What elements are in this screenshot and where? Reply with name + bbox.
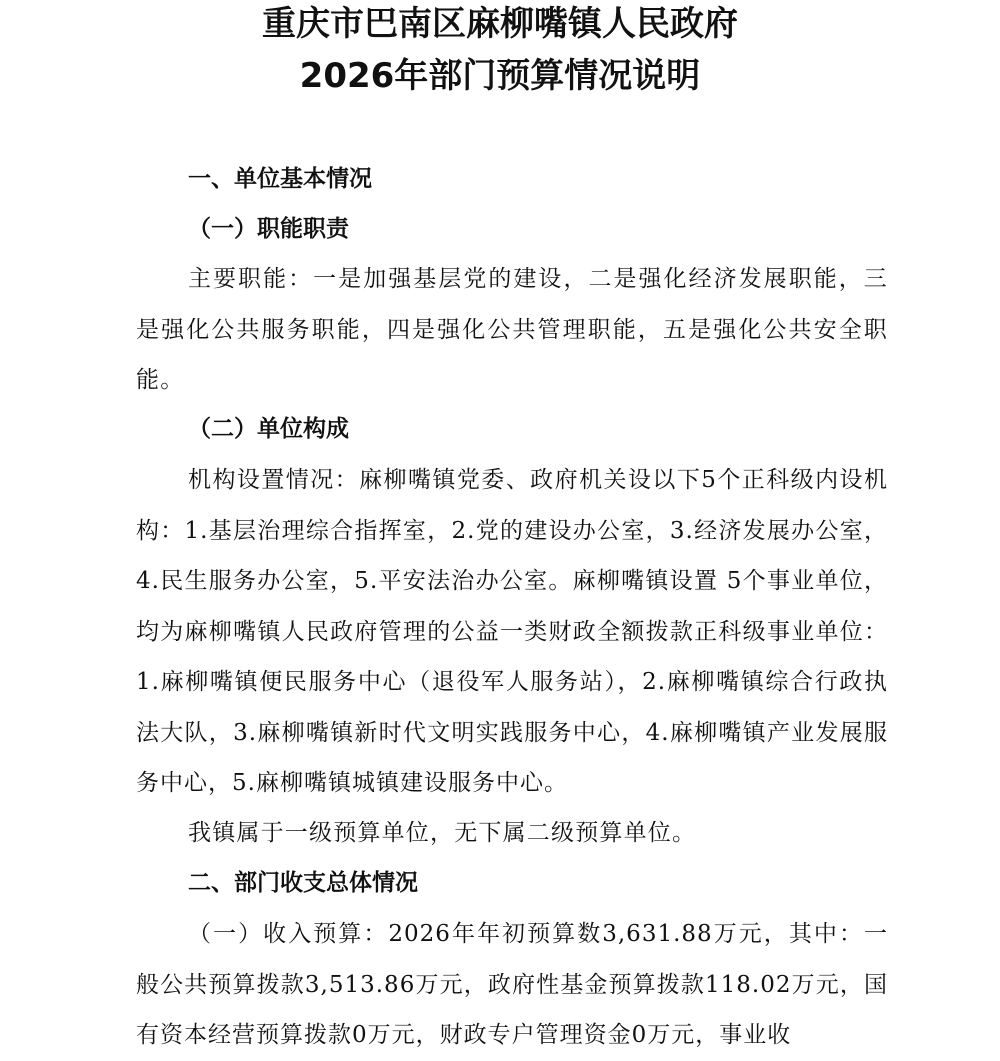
paragraph-budget-level: 我镇属于一级预算单位，无下属二级预算单位。 [188, 820, 697, 846]
paragraph-duties: 主要职能：一是加强基层党的建设，二是强化经济发展职能，三是强化公共服务职能，四是强化公共管理职能，五是强化公共安全职能。 [136, 266, 888, 393]
document-subtitle: 2026年部门预算情况说明 [299, 56, 701, 96]
paragraph-income-budget: （一）收入预算：2026年年初预算数3,631.88万元，其中：一般公共预算拨款3,513.86万元，政府性基金预算拨款118.02万元，国有资本经营预算拨款0万元，财政专户管理资金0万元，事业收 [136, 921, 888, 1048]
paragraph-composition: 机构设置情况：麻柳嘴镇党委、政府机关设以下5个正科级内设机构：1.基层治理综合指挥室，2.党的建设办公室，3.经济发展办公室，4.民生服务办公室，5.平安法治办公室。麻柳嘴镇设置 5个事业单位，均为麻柳嘴镇人民政府管理的公益一类财政全额拨款正科级事业单位：1.麻柳嘴镇便民服务中心（退役军人服务站），2.麻柳嘴镇综合行政执法大队，3.麻柳嘴镇新时代文明实践服务中心，4.麻柳嘴镇产业发展服务中心，5.麻柳嘴镇城镇建设服务中心。 [136, 467, 888, 796]
section-heading-basic-info: 一、单位基本情况 [188, 166, 372, 192]
section-heading-budget-overview: 二、部门收支总体情况 [188, 870, 418, 896]
subsection-heading-duties: （一）职能职责 [188, 215, 349, 242]
document-title: 重庆市巴南区麻柳嘴镇人民政府 [262, 4, 738, 44]
subsection-heading-composition: （二）单位构成 [188, 415, 349, 442]
